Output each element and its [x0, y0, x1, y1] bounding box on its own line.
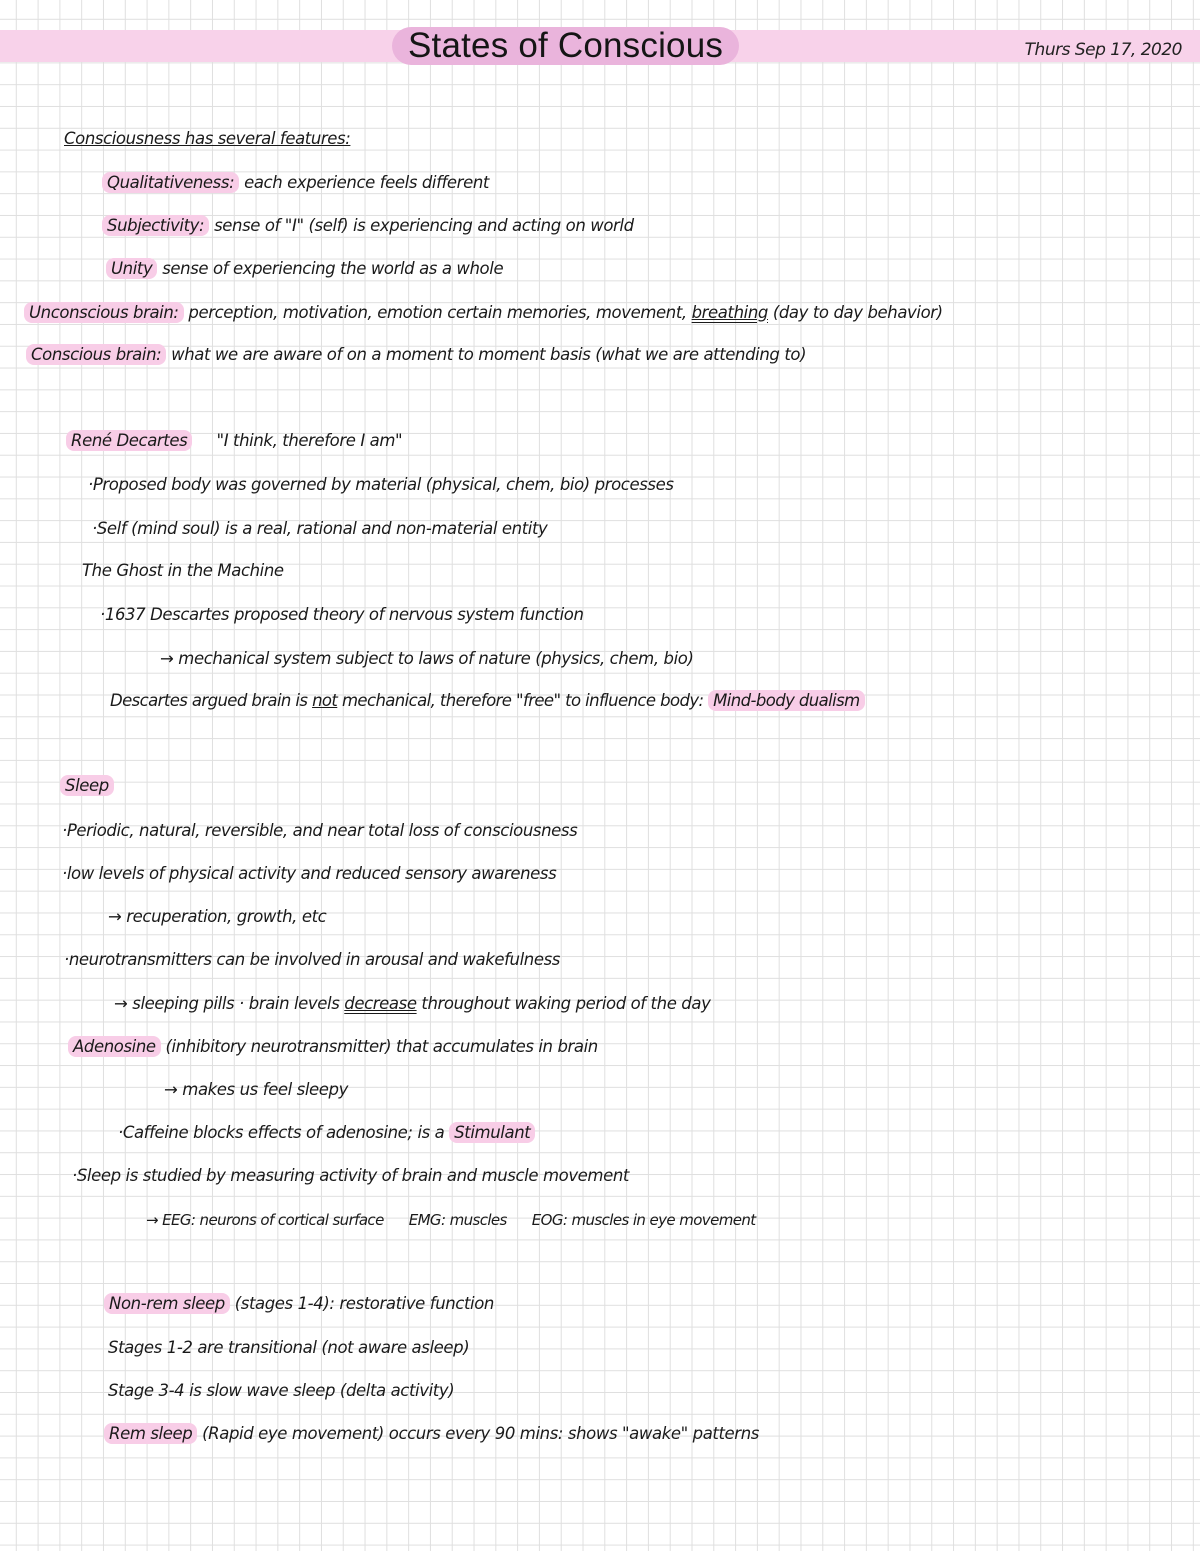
nonrem-line — [104, 1292, 494, 1316]
caffeine-text: ·Caffeine blocks effects of adenosine; is a — [118, 1123, 450, 1142]
adenosine-line — [68, 1035, 598, 1059]
subjectivity-line — [102, 214, 634, 238]
stages-3-4: Stage 3-4 is slow wave sleep (delta activity) — [108, 1381, 455, 1400]
unconscious-brain-term: Unconscious brain: — [24, 302, 184, 323]
subjectivity-term: Subjectivity: — [102, 215, 209, 236]
sleep-point-8: ·Sleep is studied by measuring activity of brain and muscle movement — [72, 1166, 629, 1185]
unity-text: sense of experiencing the world as a whole — [157, 259, 504, 278]
not-underlined: not — [312, 691, 338, 710]
qualitativeness-term: Qualitativeness: — [102, 172, 239, 193]
unconscious-brain-tail: (day to day behavior) — [767, 303, 943, 322]
conscious-brain-text: what we are aware of on a moment to moment basis (what we are attending to) — [166, 345, 807, 364]
descartes-point-1: ·Proposed body was governed by material (physical, chem, bio) processes — [88, 475, 674, 494]
sleep-point-6: → makes us feel sleepy — [164, 1080, 348, 1099]
unity-term: Unity — [106, 258, 157, 279]
mind-body-dualism: Mind-body dualism — [708, 690, 864, 711]
conscious-brain-term: Conscious brain: — [26, 344, 166, 365]
rem-text: (Rapid eye movement) occurs every 90 mins: shows "awake" patterns — [197, 1424, 759, 1443]
page-title: States of Conscious — [392, 27, 739, 65]
sleep-point-2: ·low levels of physical activity and reduced sensory awareness — [62, 864, 557, 883]
ghost-in-machine: The Ghost in the Machine — [82, 561, 284, 580]
sleeping-pills-text: → sleeping pills · brain levels — [114, 994, 345, 1013]
rem-line — [104, 1422, 759, 1446]
nonrem-text: (stages 1-4): restorative function — [229, 1294, 494, 1313]
sleep-heading: Sleep — [60, 775, 114, 796]
sleep-point-5 — [114, 992, 710, 1016]
unconscious-brain-line — [24, 301, 943, 325]
sleep-point-3: → recuperation, growth, etc — [108, 907, 327, 926]
argued-post: mechanical, therefore "free" to influence body: — [337, 691, 709, 710]
descartes-point-3: ·1637 Descartes proposed theory of nervous system function — [100, 605, 584, 624]
stages-1-2: Stages 1-2 are transitional (not aware asleep) — [108, 1338, 470, 1357]
sleeping-pills-tail: throughout waking period of the day — [416, 994, 711, 1013]
descartes-point-2: ·Self (mind soul) is a real, rational and non-material entity — [92, 519, 548, 538]
breathing-underlined: breathing — [691, 303, 768, 322]
conscious-brain-line — [26, 343, 806, 367]
descartes-argued-line — [110, 689, 865, 713]
unconscious-brain-text: perception, motivation, emotion certain memories, movement, — [183, 303, 692, 322]
descartes-quote: "I think, therefore I am" — [216, 431, 403, 450]
sleep-point-1: ·Periodic, natural, reversible, and near total loss of consciousness — [62, 821, 578, 840]
descartes-point-4: → mechanical system subject to laws of nature (physics, chem, bio) — [160, 649, 694, 668]
argued-pre: Descartes argued brain is — [110, 691, 313, 710]
rem-term: Rem sleep — [104, 1423, 197, 1444]
sleep-heading-line — [60, 774, 114, 798]
nonrem-term: Non-rem sleep — [104, 1293, 230, 1314]
adenosine-term: Adenosine — [68, 1036, 161, 1057]
descartes-line — [66, 429, 402, 453]
caffeine-line — [118, 1121, 535, 1145]
unity-line — [106, 257, 503, 281]
stimulant-term: Stimulant — [449, 1122, 535, 1143]
sleep-point-4: ·neurotransmitters can be involved in arousal and wakefulness — [64, 950, 560, 969]
qualitativeness-text: each experience feels different — [239, 173, 489, 192]
decrease-underlined: decrease — [344, 994, 417, 1013]
sleep-point-9: → EEG: neurons of cortical surface EMG: muscles EOG: muscles in eye movement — [146, 1211, 756, 1229]
descartes-name: René Decartes — [66, 430, 192, 451]
adenosine-text: (inhibitory neurotransmitter) that accumulates in brain — [160, 1037, 598, 1056]
consciousness-heading: Consciousness has several features: — [64, 129, 351, 148]
qualitativeness-line — [102, 171, 489, 195]
subjectivity-text: sense of "I" (self) is experiencing and acting on world — [209, 216, 634, 235]
date: Thurs Sep 17, 2020 — [1024, 40, 1182, 60]
